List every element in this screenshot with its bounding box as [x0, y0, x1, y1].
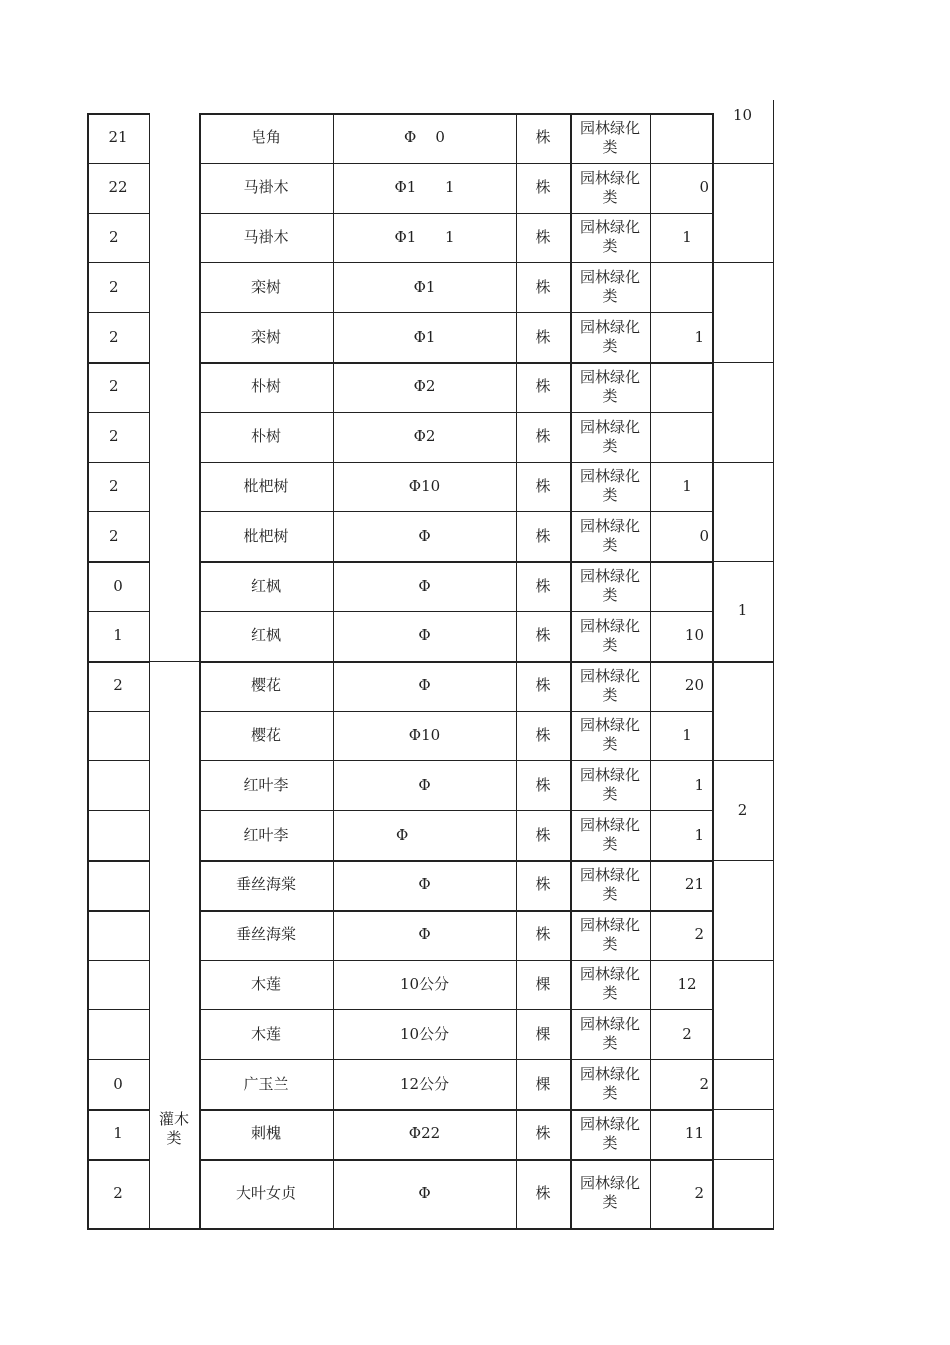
- grid-line: [87, 511, 149, 512]
- plant-name: 樱花: [250, 725, 281, 744]
- grid-line: [199, 960, 712, 961]
- category: 园林绿化类: [579, 118, 640, 156]
- plant-name: 马褂木: [243, 227, 289, 246]
- grid-line: [199, 412, 712, 413]
- plant-spec: Φ1: [413, 277, 436, 296]
- plant-spec: Φ: [396, 825, 409, 844]
- quantity: 1: [694, 327, 704, 346]
- grid-line: [199, 163, 712, 164]
- plant-spec: Φ: [418, 875, 431, 894]
- row-number: 2: [109, 476, 119, 495]
- quantity: 21: [684, 875, 704, 894]
- plant-name: 朴树: [250, 427, 281, 446]
- grid-line: [87, 412, 149, 413]
- grid-line: [87, 462, 149, 463]
- unit: 株: [535, 576, 551, 595]
- plant-spec: Φ: [418, 925, 431, 944]
- group-label: 灌木类: [159, 1110, 190, 1147]
- grid-line: [712, 760, 773, 761]
- unit: 株: [535, 1124, 551, 1143]
- grid-line: [87, 1109, 149, 1111]
- unit: 株: [535, 925, 551, 944]
- plant-name: 木莲: [250, 974, 281, 993]
- grid-line: [87, 1059, 149, 1060]
- row-number: [87, 1009, 149, 1059]
- quantity: 1: [694, 775, 704, 794]
- category: 园林绿化类: [579, 318, 640, 356]
- plant-name: 红叶李: [243, 825, 289, 844]
- grid-line: [712, 860, 773, 861]
- row-number: 22: [108, 178, 128, 197]
- row-number: 21: [108, 128, 128, 147]
- category: 园林绿化类: [579, 467, 640, 505]
- unit: 棵: [535, 1074, 551, 1093]
- plant-spec: Φ 0: [404, 128, 445, 147]
- plant-spec: Φ1 1: [394, 178, 455, 197]
- quantity: [650, 362, 712, 412]
- grid-line: [87, 561, 149, 563]
- grid-line: [199, 711, 712, 712]
- row-number: 2: [109, 227, 119, 246]
- grid-line: [199, 760, 712, 761]
- quantity: 2: [682, 1024, 692, 1043]
- plant-name: 枇杷树: [243, 526, 289, 545]
- grid-line: [149, 661, 199, 662]
- grid-line: [712, 1228, 773, 1230]
- grid-line: [712, 113, 714, 1230]
- grid-line: [199, 1059, 712, 1060]
- unit: 株: [535, 825, 551, 844]
- plant-spec: Φ10: [408, 725, 441, 744]
- category: 园林绿化类: [579, 367, 640, 405]
- quantity: 10: [684, 626, 704, 645]
- grid-line: [199, 1228, 712, 1230]
- plant-name: 广玉兰: [243, 1074, 289, 1093]
- unit: 棵: [535, 1024, 551, 1043]
- unit: 株: [535, 128, 551, 147]
- grid-line: [149, 113, 150, 1230]
- plant-spec: 10公分: [399, 1024, 450, 1043]
- plant-spec: Φ: [418, 576, 431, 595]
- plant-spec: 10公分: [399, 974, 450, 993]
- row-number: 2: [109, 526, 119, 545]
- grid-line: [87, 661, 149, 663]
- plant-name: 红枫: [250, 576, 281, 595]
- grid-line: [87, 113, 89, 1230]
- grid-line: [87, 1228, 149, 1230]
- unit: 棵: [535, 974, 551, 993]
- grid-line: [199, 860, 712, 862]
- grid-line: [333, 113, 334, 1230]
- grid-line: [712, 1109, 773, 1110]
- unit: 株: [535, 327, 551, 346]
- plant-spec: Φ: [418, 775, 431, 794]
- row-number: [87, 810, 149, 860]
- category: 园林绿化类: [579, 716, 640, 754]
- grid-line: [87, 1009, 149, 1010]
- row-number: 2: [109, 327, 119, 346]
- plant-name: 垂丝海棠: [235, 875, 296, 894]
- unit: 株: [535, 875, 551, 894]
- category: 园林绿化类: [579, 268, 640, 306]
- row-number: [87, 910, 149, 960]
- plant-name: 皂角: [250, 128, 281, 147]
- plant-spec: Φ1 1: [394, 227, 455, 246]
- category: 园林绿化类: [579, 865, 640, 903]
- unit: 株: [535, 1183, 551, 1202]
- unit: 株: [535, 427, 551, 446]
- plant-name: 刺槐: [250, 1124, 281, 1143]
- grid-line: [199, 1159, 712, 1161]
- grid-line: [199, 462, 712, 463]
- quantity: 2: [699, 1074, 709, 1093]
- grid-line: [199, 113, 712, 115]
- category: 园林绿化类: [579, 965, 640, 1003]
- right-note: 10: [732, 105, 753, 124]
- category: 园林绿化类: [579, 417, 640, 455]
- category: 园林绿化类: [579, 616, 640, 654]
- plant-spec: Φ2: [413, 377, 436, 396]
- plant-spec: 12公分: [399, 1074, 450, 1093]
- unit: 株: [535, 526, 551, 545]
- quantity: 0: [699, 178, 709, 197]
- category: 园林绿化类: [579, 1114, 640, 1152]
- right-note: 1: [737, 601, 748, 620]
- grid-line: [516, 113, 517, 1230]
- grid-line: [199, 1009, 712, 1010]
- plant-name: 垂丝海棠: [235, 925, 296, 944]
- category: 园林绿化类: [579, 1174, 640, 1212]
- grid-line: [199, 511, 712, 512]
- grid-line: [87, 362, 149, 364]
- grid-line: [712, 1159, 773, 1160]
- row-number: 2: [113, 676, 123, 695]
- quantity: 11: [684, 1124, 704, 1143]
- row-number: 0: [113, 576, 123, 595]
- category: 园林绿化类: [579, 168, 640, 206]
- grid-line: [199, 113, 201, 1230]
- grid-line: [199, 262, 712, 263]
- grid-line: [199, 910, 712, 912]
- grid-line: [87, 960, 149, 961]
- grid-line: [87, 611, 149, 612]
- grid-line: [650, 113, 651, 1230]
- plant-name: 大叶女贞: [235, 1183, 296, 1202]
- grid-line: [87, 262, 149, 263]
- quantity: 1: [682, 725, 692, 744]
- row-number: [87, 960, 149, 1010]
- plant-spec: Φ: [418, 1183, 431, 1202]
- quantity: 2: [694, 1183, 704, 1202]
- plant-name: 栾树: [250, 327, 281, 346]
- plant-spec: Φ: [418, 676, 431, 695]
- grid-line: [199, 611, 712, 612]
- category: 园林绿化类: [579, 915, 640, 953]
- grid-line: [199, 362, 712, 364]
- category: 园林绿化类: [579, 218, 640, 256]
- grid-line: [87, 312, 149, 313]
- grid-line: [199, 561, 712, 563]
- quantity: [650, 262, 712, 312]
- grid-line: [199, 661, 712, 663]
- grid-line: [712, 661, 773, 663]
- category: 园林绿化类: [579, 666, 640, 704]
- unit: 株: [535, 476, 551, 495]
- quantity: [650, 113, 712, 163]
- plant-spec: Φ10: [408, 476, 441, 495]
- unit: 株: [535, 725, 551, 744]
- plant-name: 红叶李: [243, 775, 289, 794]
- row-number: 2: [109, 277, 119, 296]
- category: 园林绿化类: [579, 517, 640, 555]
- unit: 株: [535, 775, 551, 794]
- grid-line: [149, 1228, 199, 1230]
- category: 园林绿化类: [579, 567, 640, 605]
- category: 园林绿化类: [579, 766, 640, 804]
- unit: 株: [535, 277, 551, 296]
- grid-line: [712, 262, 773, 263]
- grid-line: [87, 213, 149, 214]
- quantity: 20: [684, 676, 704, 695]
- unit: 株: [535, 377, 551, 396]
- plant-spec: Φ: [418, 526, 431, 545]
- plant-spec: Φ22: [408, 1124, 441, 1143]
- quantity: 1: [682, 476, 692, 495]
- row-number: 1: [113, 1124, 123, 1143]
- plant-name: 枇杷树: [243, 476, 289, 495]
- row-number: [87, 760, 149, 810]
- quantity: 2: [694, 925, 704, 944]
- quantity: [650, 412, 712, 462]
- category: 园林绿化类: [579, 1015, 640, 1053]
- quantity: [650, 561, 712, 611]
- grid-line: [712, 163, 773, 164]
- grid-line: [712, 1059, 773, 1060]
- unit: 株: [535, 676, 551, 695]
- quantity: 12: [677, 974, 697, 993]
- grid-line: [87, 163, 149, 164]
- plant-name: 朴树: [250, 377, 281, 396]
- plant-spec: Φ: [418, 626, 431, 645]
- plant-name: 栾树: [250, 277, 281, 296]
- grid-line: [87, 711, 149, 712]
- plant-spec: Φ2: [413, 427, 436, 446]
- row-number: 0: [113, 1074, 123, 1093]
- category: 园林绿化类: [579, 816, 640, 854]
- quantity: 1: [694, 825, 704, 844]
- unit: 株: [535, 227, 551, 246]
- grid-line: [87, 760, 149, 761]
- quantity: 1: [682, 227, 692, 246]
- row-number: 2: [113, 1183, 123, 1202]
- grid-line: [712, 960, 773, 961]
- quantity: 0: [699, 526, 709, 545]
- unit: 株: [535, 178, 551, 197]
- grid-line: [87, 860, 149, 862]
- grid-line: [199, 213, 712, 214]
- row-number: 1: [113, 626, 123, 645]
- plant-name: 红枫: [250, 626, 281, 645]
- plant-name: 樱花: [250, 676, 281, 695]
- grid-line: [773, 100, 774, 1230]
- grid-line: [199, 312, 712, 313]
- grid-line: [87, 810, 149, 811]
- row-number: 2: [109, 377, 119, 396]
- grid-line: [87, 1159, 149, 1161]
- plant-name: 木莲: [250, 1024, 281, 1043]
- grid-line: [199, 810, 712, 811]
- row-number: 2: [109, 427, 119, 446]
- grid-line: [570, 113, 572, 1230]
- grid-line: [712, 462, 773, 463]
- plant-spec: Φ1: [413, 327, 436, 346]
- row-number: [87, 860, 149, 910]
- grid-line: [199, 1109, 712, 1111]
- grid-line: [712, 362, 773, 363]
- plant-name: 马褂木: [243, 178, 289, 197]
- row-number: [87, 711, 149, 761]
- grid-line: [87, 910, 149, 912]
- grid-line: [712, 561, 773, 562]
- grid-line: [87, 113, 149, 115]
- unit: 株: [535, 626, 551, 645]
- category: 园林绿化类: [579, 1065, 640, 1103]
- right-note: 2: [737, 800, 748, 819]
